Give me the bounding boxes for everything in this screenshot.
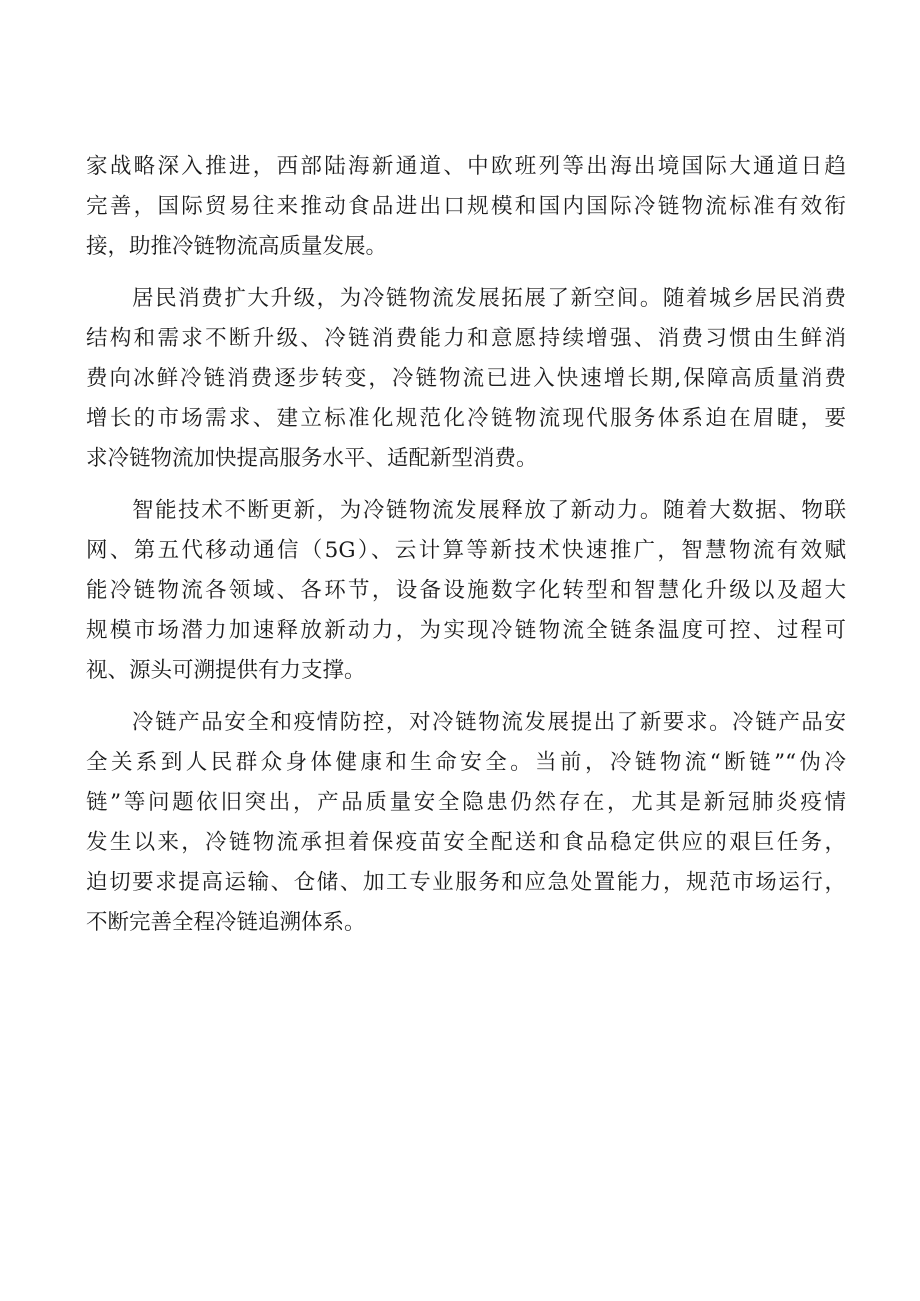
text-line: 网、第五代移动通信（5G）、云计算等新技术快速推广，智慧物流有效赋 [86,538,846,563]
text-line: 规模市场潜力加速释放新动力，为实现冷链物流全链条温度可控、过程可 [86,618,846,643]
paragraph [86,147,846,267]
text-line: 视、源头可溯提供有力支撑。 [86,658,366,683]
document-body [86,147,846,943]
text-line: 链”等问题依旧突出，产品质量安全隐患仍然存在，尤其是新冠肺炎疫情 [86,790,846,815]
text-line: 完善，国际贸易往来推动食品进出口规模和国内国际冷链物流标准有效衔 [86,194,846,219]
text-line: 冷链产品安全和疫情防控，对冷链物流发展提出了新要求。冷链产品安 [132,710,846,735]
paragraph [86,279,846,479]
text-line: 家战略深入推进，西部陆海新通道、中欧班列等出海出境国际大通道日趋 [86,154,846,179]
text-line: 迫切要求提高运输、仓储、加工专业服务和应急处置能力，规范市场运行， [86,870,846,895]
text-line: 智能技术不断更新，为冷链物流发展释放了新动力。随着大数据、物联 [132,498,846,523]
paragraph [86,491,846,691]
text-line: 全关系到人民群众身体健康和生命安全。当前，冷链物流“断链”“伪冷 [86,750,846,775]
text-line: 接，助推冷链物流高质量发展。 [86,234,388,259]
text-line: 发生以来，冷链物流承担着保疫苗安全配送和食品稳定供应的艰巨任务， [86,830,846,855]
text-line: 不断完善全程冷链追溯体系。 [86,910,366,935]
text-line: 增长的市场需求、建立标准化规范化冷链物流现代服务体系迫在眉睫，要 [86,406,846,431]
text-line: 费向冰鲜冷链消费逐步转变，冷链物流已进入快速增长期,保障高质量消费 [86,366,846,391]
text-line: 能冷链物流各领域、各环节，设备设施数字化转型和智慧化升级以及超大 [86,578,846,603]
text-line: 求冷链物流加快提高服务水平、适配新型消费。 [86,446,538,471]
paragraph [86,703,846,943]
text-line: 居民消费扩大升级，为冷链物流发展拓展了新空间。随着城乡居民消费 [132,286,846,311]
text-line: 结构和需求不断升级、冷链消费能力和意愿持续增强、消费习惯由生鲜消 [86,326,846,351]
